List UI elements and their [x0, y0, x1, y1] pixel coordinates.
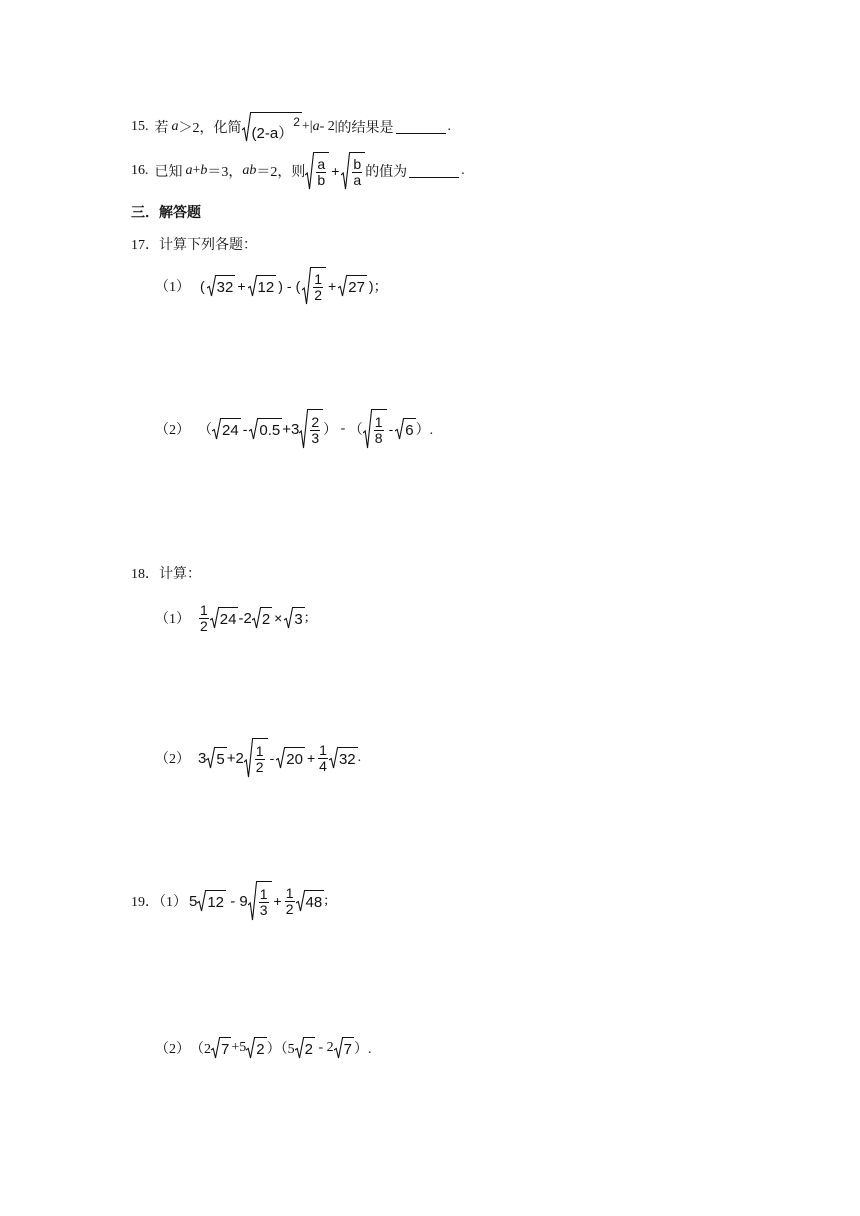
sqrt-content: 48 [305, 890, 325, 912]
sqrt-expression [242, 112, 302, 142]
radical-sign-icon [395, 418, 404, 440]
times-sign: × [274, 610, 283, 626]
question-18-title: 18．计算： [131, 567, 201, 582]
radical-sign-icon [242, 112, 251, 142]
sqrt-content: 2 [255, 1037, 266, 1059]
question-text: 的值为 [365, 165, 408, 180]
fraction [199, 603, 209, 633]
numerator: 1 [285, 884, 294, 901]
sqrt-term [284, 607, 304, 629]
coefficient: -2 [238, 609, 252, 627]
plus-sign: + [331, 163, 340, 179]
minus-sign: - [242, 421, 248, 437]
sqrt-content: 20 [285, 747, 305, 769]
sqrt-content: 6 [404, 418, 415, 440]
math-variable: ab [242, 163, 257, 178]
numerator: 1 [200, 601, 208, 618]
question-number: 16. [131, 163, 149, 178]
sqrt-fraction [244, 738, 268, 778]
denominator: 2 [285, 900, 294, 917]
radical-sign-icon [210, 607, 219, 629]
question-18-part-1 [155, 598, 309, 638]
fraction [352, 157, 362, 187]
sub-label: （1） [155, 280, 190, 295]
math-text: +| [301, 119, 313, 134]
numerator: a [317, 156, 326, 173]
sqrt-term [334, 1037, 354, 1059]
coefficient: - 2 [314, 1040, 334, 1055]
semicolon: ; [304, 610, 309, 625]
question-number: 15. [131, 119, 149, 134]
radical-sign-icon [246, 1037, 255, 1059]
plus-sign: + [328, 278, 337, 294]
radical-sign-icon [363, 409, 372, 449]
radical-sign-icon [341, 152, 350, 190]
radical-sign-icon [206, 747, 215, 769]
paren: ( [295, 278, 301, 294]
plus-sign: + [237, 278, 246, 294]
coefficient: +3 [282, 420, 300, 438]
sqrt-content: 24 [221, 418, 241, 440]
question-19-part-2 [155, 1035, 371, 1061]
sqrt-term [197, 890, 226, 912]
sqrt-term [212, 418, 241, 440]
fraction [316, 157, 326, 187]
sqrt-content: 2 [304, 1037, 315, 1059]
period: . [461, 163, 465, 178]
paren: （ [198, 423, 212, 438]
coefficient: 3 [198, 749, 207, 767]
sqrt-content: 2 [261, 607, 272, 629]
denominator: 4 [319, 757, 327, 774]
sqrt-term [210, 607, 239, 629]
sqrt-term [296, 890, 325, 912]
sqrt-term [246, 1037, 266, 1059]
sqrt-term [338, 275, 367, 297]
answer-blank [409, 165, 459, 178]
question-16 [131, 151, 465, 191]
radical-sign-icon [329, 747, 338, 769]
numerator: 1 [314, 271, 323, 288]
sub-label: （1） [155, 612, 190, 627]
radical-sign-icon [299, 409, 308, 449]
exponent: 2 [293, 115, 300, 129]
period: . [357, 750, 362, 765]
question-15 [131, 112, 451, 142]
sub-label: （2） [155, 752, 190, 767]
sqrt-fraction [363, 409, 387, 449]
paren: ( [200, 278, 205, 294]
question-text: ＝3， [207, 165, 243, 180]
sqrt-fraction [248, 881, 272, 921]
coefficient: +5 [231, 1040, 247, 1055]
sqrt-term [207, 275, 236, 297]
math-variable: a [312, 119, 320, 134]
numerator: 1 [319, 741, 327, 758]
sqrt-content: 5 [215, 747, 226, 769]
question-text: ＝2，则 [256, 165, 306, 180]
coefficient: 5 [189, 892, 198, 910]
radical-sign-icon [248, 275, 257, 297]
answer-blank [396, 121, 446, 134]
fraction [374, 415, 384, 445]
sqrt-content: 32 [338, 747, 358, 769]
sqrt-term [211, 1037, 231, 1059]
question-number: 19．（1） [131, 895, 187, 910]
radical-sign-icon [211, 1037, 220, 1059]
question-17-part-2 [155, 408, 433, 450]
minus-sign: - [388, 421, 394, 437]
radical-sign-icon [305, 152, 314, 190]
sqrt-content: 0.5 [258, 418, 282, 440]
question-text: 若 [154, 121, 169, 136]
sqrt-term [252, 607, 272, 629]
sqrt-content: (2-a） [251, 124, 294, 142]
fraction [318, 743, 328, 773]
sub-label: （2） [155, 1042, 190, 1057]
coefficient: +2 [226, 749, 244, 767]
period: . [447, 119, 452, 134]
denominator: 2 [255, 759, 264, 775]
radical-sign-icon [244, 738, 253, 778]
minus-sign: - [286, 278, 292, 294]
radical-sign-icon [338, 275, 347, 297]
numerator: b [353, 156, 362, 173]
question-text: 的结果是 [337, 121, 394, 136]
paren: ）. [415, 423, 434, 438]
sqrt-content: 7 [220, 1037, 231, 1059]
fraction [310, 415, 320, 445]
radical-sign-icon [207, 275, 216, 297]
radical-sign-icon [197, 890, 206, 912]
radical-sign-icon [249, 418, 258, 440]
paren: )； [368, 278, 388, 294]
radical-sign-icon [295, 1037, 304, 1059]
sqrt-term [276, 747, 305, 769]
numerator: 1 [374, 414, 383, 431]
question-17-title: 17．计算下列各题： [131, 238, 257, 253]
coefficient: （2 [190, 1042, 211, 1057]
denominator: 2 [200, 617, 208, 634]
sqrt-content: 3 [293, 607, 304, 629]
plus-sign: + [273, 893, 282, 909]
fraction [255, 744, 265, 774]
denominator: 8 [374, 430, 383, 446]
fraction [285, 886, 295, 916]
radical-sign-icon [276, 747, 285, 769]
math-variable: a [185, 163, 193, 178]
sqrt-content: 12 [206, 890, 226, 912]
sqrt-fraction [305, 152, 329, 190]
paren: ） [323, 423, 338, 438]
numerator: 1 [255, 743, 264, 760]
semicolon: ; [324, 893, 329, 908]
sqrt-term [206, 747, 226, 769]
question-text: 已知 [154, 165, 183, 180]
section-title: 三．解答题 [131, 205, 201, 221]
plus-sign: + [306, 750, 316, 766]
coefficient: - 9 [226, 892, 248, 910]
question-17-part-1 [155, 266, 390, 306]
sqrt-content: 24 [219, 607, 239, 629]
paren: （ [348, 423, 363, 438]
numerator: 1 [259, 886, 268, 903]
minus-sign: - [269, 750, 275, 766]
plus-sign: + [192, 163, 201, 178]
sqrt-term [248, 275, 277, 297]
question-18-part-2 [155, 737, 361, 779]
fraction [259, 887, 269, 917]
sqrt-content: 7 [343, 1037, 354, 1059]
sqrt-term [395, 418, 415, 440]
question-19-part-1 [131, 880, 328, 922]
fraction [313, 272, 323, 302]
denominator: a [353, 172, 362, 188]
sqrt-fraction [341, 152, 365, 190]
denominator: b [317, 172, 326, 188]
sqrt-term [329, 747, 358, 769]
math-variable: b [200, 163, 208, 178]
radical-sign-icon [248, 881, 257, 921]
coefficient: ）（5 [266, 1042, 295, 1057]
paren: ）. [353, 1042, 372, 1057]
radical-sign-icon [296, 890, 305, 912]
sqrt-term [249, 418, 282, 440]
sub-label: （2） [155, 423, 190, 438]
numerator: 2 [311, 414, 320, 431]
denominator: 3 [311, 430, 320, 446]
radical-sign-icon [334, 1037, 343, 1059]
radical-sign-icon [284, 607, 293, 629]
question-text: ＞2，化简 [178, 121, 242, 136]
sqrt-term [295, 1037, 315, 1059]
denominator: 2 [314, 287, 323, 303]
sqrt-content: 27 [347, 275, 367, 297]
radical-sign-icon [212, 418, 221, 440]
sqrt-content: 32 [216, 275, 236, 297]
sqrt-fraction [302, 267, 326, 305]
sqrt-content: 12 [257, 275, 277, 297]
minus-sign: - [337, 421, 349, 436]
math-text: - 2| [319, 119, 338, 134]
math-variable: a [171, 119, 179, 134]
radical-sign-icon [302, 267, 311, 305]
radical-sign-icon [252, 607, 261, 629]
sqrt-fraction [299, 409, 323, 449]
paren: ) [278, 278, 283, 294]
denominator: 3 [259, 902, 268, 918]
